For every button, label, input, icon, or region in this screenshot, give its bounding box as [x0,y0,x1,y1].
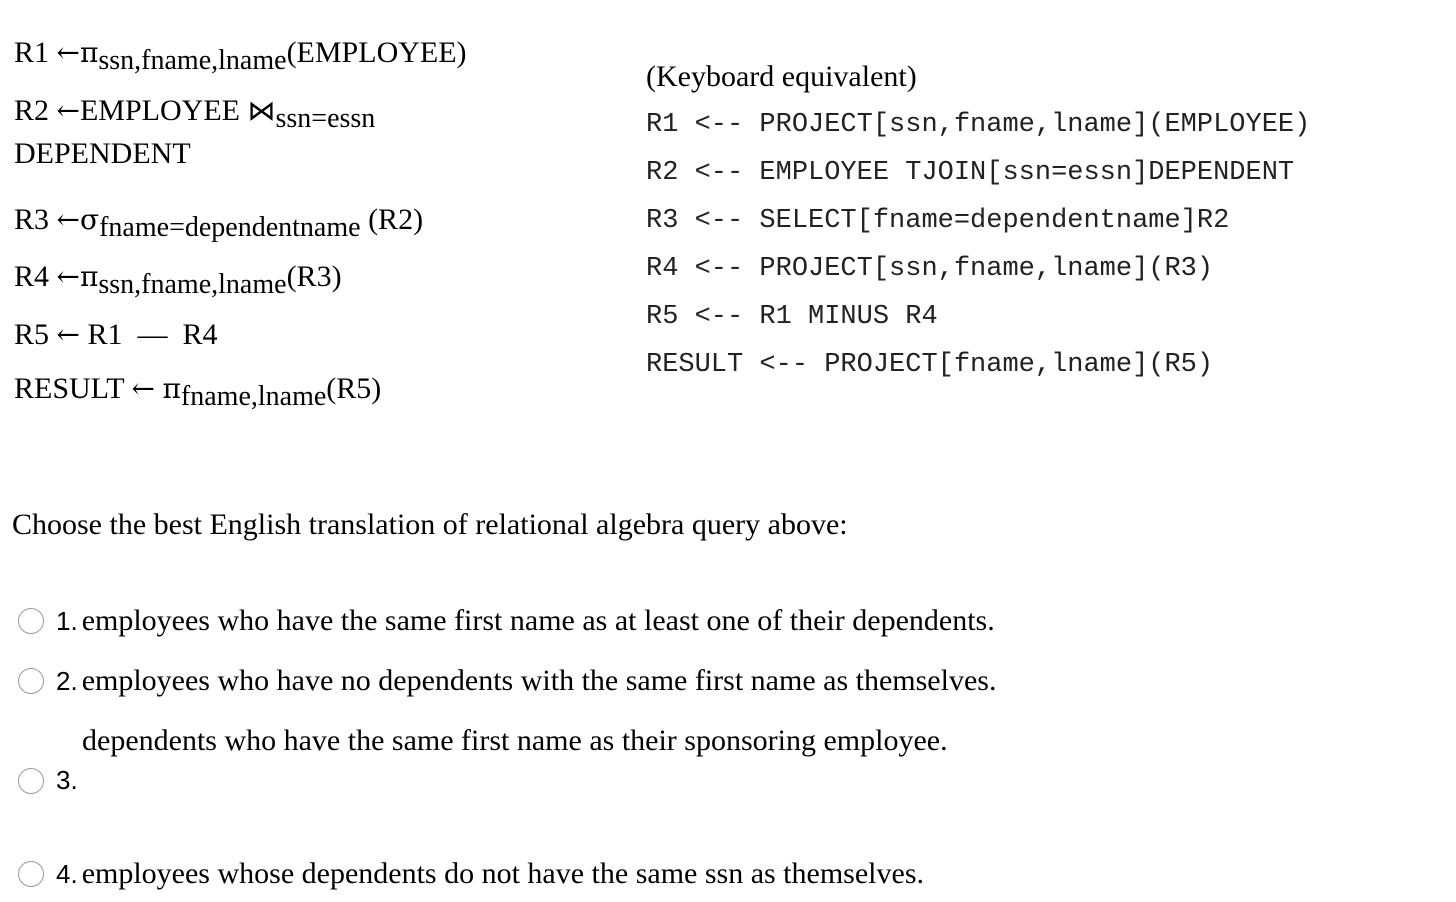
option-3[interactable] [18,765,78,796]
keyboard-line-r2: R2 <-- EMPLOYEE TJOIN[ssn=essn]DEPENDENT [646,158,1295,188]
option-2-text[interactable]: employees who have no dependents with the same first name as themselves. [81,664,997,697]
r1-subscript: ssn,fname,lname [98,45,287,76]
keyboard-title: (Keyboard equivalent) [646,60,917,93]
r5-operand-a: R1 [87,318,123,351]
option-3-number: 3. [56,765,78,795]
r5-lhs: R5 [14,318,50,351]
option-3-text[interactable]: dependents who have the same first name as their sponsoring employee. [82,724,948,757]
pi-symbol: π [79,260,99,293]
r4-lhs: R4 [14,260,50,293]
radio-option-4[interactable] [18,861,44,887]
option-1-number: 1. [56,605,78,636]
r2-subscript: ssn=essn [275,103,376,134]
r5-operand-b: R4 [182,318,218,351]
option-2[interactable] [18,664,996,698]
r2-lhs: R2 [14,94,50,127]
r3-subscript: fname=dependentname [99,212,361,243]
option-1[interactable] [18,604,995,638]
r3-argument: (R2) [360,203,424,236]
algebra-r2 [14,94,376,134]
question-text: Choose the best English translation of relational algebra query above: [12,508,848,541]
algebra-r4 [14,260,342,300]
keyboard-line-r4: R4 <-- PROJECT[ssn,fname,lname](R3) [646,254,1214,284]
r1-argument: (EMPLOYEE) [286,36,467,69]
radio-option-2[interactable] [18,668,44,694]
keyboard-line-r5: R5 <-- R1 MINUS R4 [646,302,938,332]
r1-lhs: R1 [14,36,50,69]
minus-symbol: — [137,318,168,351]
algebra-result [14,372,382,412]
option-4[interactable] [18,857,924,891]
left-arrow-icon: ← [56,94,80,127]
pi-symbol: π [79,36,99,69]
result-subscript: fname,lname [180,381,327,412]
option-1-text[interactable]: employees who have the same first name as at least one of their dependents. [81,604,995,637]
left-arrow-icon: ← [56,260,80,293]
r3-lhs: R3 [14,203,50,236]
algebra-r1 [14,36,467,76]
option-4-number: 4. [56,858,78,889]
result-argument: (R5) [326,372,382,405]
radio-option-3[interactable] [18,768,44,794]
pi-symbol: π [162,372,181,405]
left-arrow-icon: ← [56,36,80,69]
left-arrow-icon: ← [131,372,156,405]
left-arrow-icon: ← [56,318,80,351]
r2-left-relation: EMPLOYEE [79,94,240,127]
algebra-r3 [14,203,424,243]
option-4-text[interactable]: employees whose dependents do not have the same ssn as themselves. [81,857,924,890]
r4-subscript: ssn,fname,lname [98,269,287,300]
sigma-symbol: σ [79,203,100,236]
keyboard-line-r1: R1 <-- PROJECT[ssn,fname,lname](EMPLOYEE) [646,110,1311,140]
r4-argument: (R3) [286,260,342,293]
option-2-number: 2. [56,665,78,696]
keyboard-line-r3: R3 <-- SELECT[fname=dependentname]R2 [646,206,1230,236]
join-symbol: ⋈ [247,94,276,127]
r2-right-relation: DEPENDENT [14,137,191,170]
result-lhs: RESULT [14,372,125,405]
algebra-r5 [14,318,218,352]
left-arrow-icon: ← [56,203,80,236]
radio-option-1[interactable] [18,608,44,634]
keyboard-line-result: RESULT <-- PROJECT[fname,lname](R5) [646,350,1214,380]
